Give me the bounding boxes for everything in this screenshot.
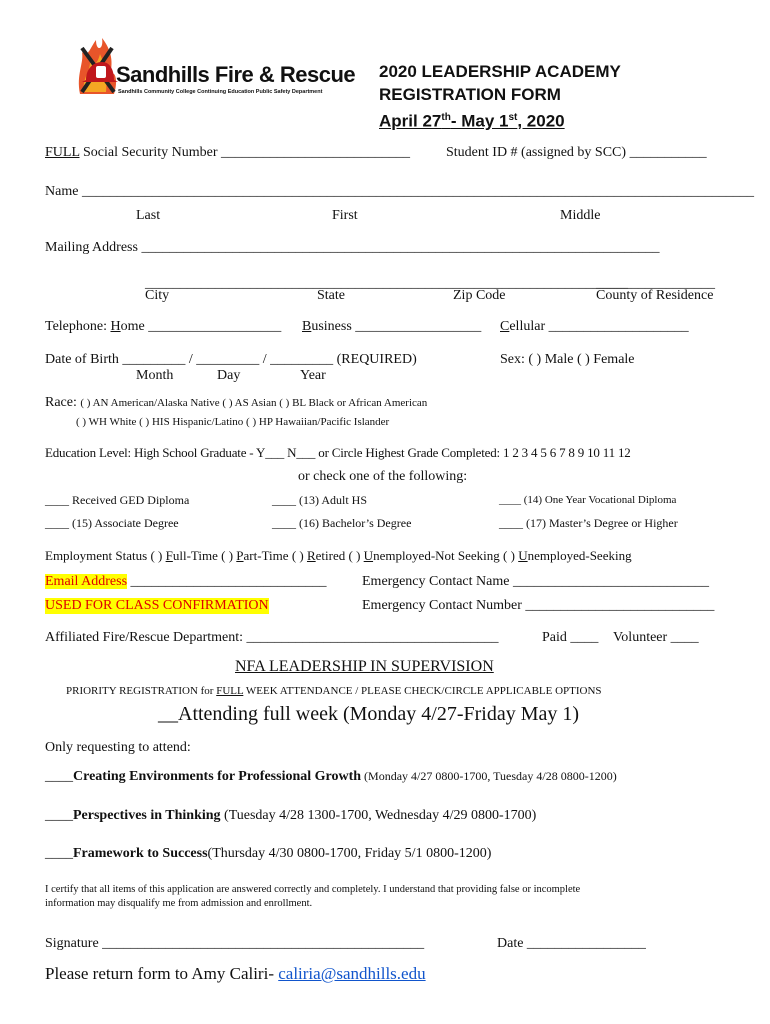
race-options-1[interactable]: ( ) AN American/Alaska Native ( ) AS Asian ( ) BL Black or African American	[80, 397, 428, 409]
date-of-birth-field[interactable]: Date of Birth _________ / _________ / _________ (REQUIRED)	[45, 352, 417, 367]
option2-dates: (Tuesday 4/28 1300-1700, Wednesday 4/29 0800-1700)	[220, 808, 537, 823]
option1-blank[interactable]: ____	[45, 769, 73, 784]
business-label: usiness	[311, 319, 356, 334]
us-checkbox[interactable]: ( )	[499, 548, 519, 563]
option-perspectives-thinking[interactable]	[45, 808, 536, 824]
employment-label: Employment Status ( )	[45, 548, 166, 563]
race-label: Race:	[45, 395, 81, 410]
cell-phone-field[interactable]	[500, 319, 689, 335]
return-text: Please return form to Amy Caliri-	[45, 964, 279, 983]
name-label: Name	[45, 184, 82, 199]
header-date-year: , 2020	[517, 111, 565, 131]
mailing-sub-zip: Zip Code	[453, 288, 506, 303]
option1-dates: (Monday 4/27 0800-1700, Tuesday 4/28 0800-1200)	[361, 769, 617, 783]
education-opt-masters[interactable]: ____ (17) Master’s Degree or Higher	[499, 516, 678, 530]
mailing-sub-city: City	[145, 288, 170, 303]
option-framework-success[interactable]	[45, 846, 491, 862]
city-state-zip-blank[interactable]: _____________________________________________________________________	[145, 276, 628, 291]
name-sub-first: First	[332, 208, 358, 223]
ssn-field[interactable]	[45, 145, 410, 161]
return-instructions	[45, 964, 426, 984]
dob-sub-day: Day	[217, 368, 241, 383]
education-or-check: or check one of the following:	[298, 469, 468, 484]
home-phone-blank[interactable]: ___________________	[148, 319, 282, 334]
race-options-2[interactable]: ( ) WH White ( ) HIS Hispanic/Latino ( ) HP Hawaiian/Pacific Islander	[76, 416, 390, 428]
name-sub-middle: Middle	[560, 208, 601, 223]
home-label: ome	[120, 319, 149, 334]
pt-u: P	[236, 548, 244, 563]
full-time-option[interactable]: ull-Time	[172, 548, 218, 563]
us-u: U	[518, 548, 528, 563]
mailing-sub-county: County of Residence	[596, 288, 714, 303]
email-note: USED FOR CLASS CONFIRMATION	[45, 598, 269, 613]
option-creating-environments[interactable]	[45, 769, 617, 785]
ssn-label: Social Security Number	[79, 145, 222, 160]
business-phone-blank[interactable]: __________________	[355, 319, 482, 334]
header-date-start: April 27	[379, 111, 442, 131]
priority-registration	[66, 685, 602, 697]
retired-option[interactable]: etired	[315, 548, 346, 563]
business-u: B	[302, 319, 312, 334]
name-blank[interactable]: ________________________________________________________________________________________________	[81, 184, 754, 199]
cell-phone-blank[interactable]: ____________________	[548, 319, 689, 334]
header-date-start-sup: th	[441, 112, 451, 123]
race-row-1[interactable]	[45, 393, 427, 411]
email-field[interactable]	[45, 574, 327, 590]
priority-pre: PRIORITY REGISTRATION for	[66, 685, 217, 697]
home-u: H	[110, 319, 121, 334]
fire-helmet-logo-icon	[74, 34, 120, 102]
education-opt-ged[interactable]: ____ Received GED Diploma	[45, 493, 190, 507]
certify-statement	[45, 883, 580, 911]
header-date-end-sup: st	[508, 112, 518, 123]
cellular-label: ellular	[509, 319, 549, 334]
header-line2: REGISTRATION FORM	[379, 85, 561, 104]
ret-u: R	[306, 548, 316, 563]
dob-sub-year: Year	[300, 368, 326, 383]
telephone-row	[45, 319, 281, 335]
paid-option[interactable]: Paid ____	[542, 630, 599, 645]
date-field[interactable]: Date _________________	[497, 936, 646, 951]
logo-subtitle: Sandhills Community College Continuing Education Public Safety Department	[118, 89, 323, 95]
mailing-address-field[interactable]	[45, 240, 660, 256]
student-id-blank[interactable]: ___________	[629, 145, 707, 160]
attending-full-week-option[interactable]: __Attending full week (Monday 4/27-Friday May 1)	[158, 703, 580, 725]
pt-checkbox[interactable]: ( )	[217, 548, 237, 563]
header-date-sep: - May 1	[450, 111, 509, 131]
option1-name: Creating Environments for Professional Growth	[73, 769, 362, 784]
certify-line2: information may disqualify me from admission and enrollment.	[45, 898, 313, 909]
employment-status-row[interactable]	[45, 548, 632, 564]
uns-u: U	[363, 548, 374, 563]
email-blank[interactable]: ____________________________	[127, 574, 327, 589]
part-time-option[interactable]: art-Time	[243, 548, 289, 563]
sex-options[interactable]: Sex: ( ) Male ( ) Female	[500, 352, 635, 367]
only-requesting-label: Only requesting to attend:	[45, 740, 191, 755]
logo-name: Sandhills Fire & Rescue	[116, 62, 356, 87]
priority-post: WEEK ATTENDANCE / PLEASE CHECK/CIRCLE APPLICABLE OPTIONS	[243, 685, 602, 697]
priority-full: FULL	[216, 685, 244, 697]
ssn-blank[interactable]: ___________________________	[221, 145, 411, 160]
mailing-label: Mailing Address	[45, 240, 142, 255]
cellular-u: C	[500, 319, 510, 334]
name-sub-last: Last	[136, 208, 161, 223]
ft-u: F	[165, 548, 173, 563]
education-opt-vocational[interactable]: ____ (14) One Year Vocational Diploma	[499, 494, 677, 506]
education-opt-adult-hs[interactable]: ____ (13) Adult HS	[272, 493, 368, 507]
student-id-field[interactable]	[446, 145, 707, 161]
form-header	[379, 60, 621, 133]
option3-name: Framework to Success	[73, 846, 208, 861]
uns-checkbox[interactable]: ( )	[345, 548, 364, 563]
option3-dates: (Thursday 4/30 0800-1700, Friday 5/1 0800-1200)	[207, 846, 492, 861]
telephone-label: Telephone:	[45, 319, 111, 334]
unemployed-seeking-option[interactable]: nemployed-Seeking	[527, 548, 632, 563]
course-title: NFA LEADERSHIP IN SUPERVISION	[235, 658, 494, 675]
mailing-blank[interactable]: __________________________________________________________________________	[141, 240, 660, 255]
option2-name: Perspectives in Thinking	[73, 808, 221, 823]
header-line1: 2020 LEADERSHIP ACADEMY	[379, 62, 621, 81]
logo	[72, 34, 356, 104]
option3-blank[interactable]: ____	[45, 846, 73, 861]
education-opt-bachelor[interactable]: ____ (16) Bachelor’s Degree	[272, 516, 412, 530]
business-phone-field[interactable]	[302, 319, 481, 335]
affiliated-department[interactable]: Affiliated Fire/Rescue Department: ____________________________________	[45, 630, 499, 645]
option2-blank[interactable]: ____	[45, 808, 73, 823]
header-dates	[379, 106, 621, 133]
education-opt-associate[interactable]: ____ (15) Associate Degree	[45, 516, 179, 530]
mailing-sub-state: State	[317, 288, 345, 303]
ret-checkbox[interactable]: ( )	[288, 548, 307, 563]
signature-field[interactable]: Signature ______________________________________________	[45, 936, 425, 951]
return-email-link[interactable]: caliria@sandhills.edu	[278, 964, 426, 983]
email-label: Email Address	[45, 574, 128, 589]
county-blank[interactable]: _________________	[596, 276, 715, 291]
education-level-line[interactable]: Education Level: High School Graduate - Y___ N___ or Circle Highest Grade Completed: 1 2 3 4 5 6 7 8 9 10 11 12	[45, 445, 631, 460]
name-field[interactable]	[45, 184, 754, 200]
volunteer-option[interactable]: Volunteer ____	[613, 630, 699, 645]
ssn-label-full: FULL	[45, 145, 80, 160]
student-id-label: Student ID # (assigned by SCC)	[446, 145, 630, 160]
dob-sub-month: Month	[136, 368, 174, 383]
emergency-contact-number[interactable]: Emergency Contact Number ___________________________	[362, 598, 715, 613]
emergency-contact-name[interactable]: Emergency Contact Name ____________________________	[362, 574, 709, 589]
unemployed-not-seeking-option[interactable]: nemployed-Not Seeking	[373, 548, 500, 563]
certify-line1: I certify that all items of this application are answered correctly and completely. I understand that providing false or incomplete	[45, 884, 581, 895]
